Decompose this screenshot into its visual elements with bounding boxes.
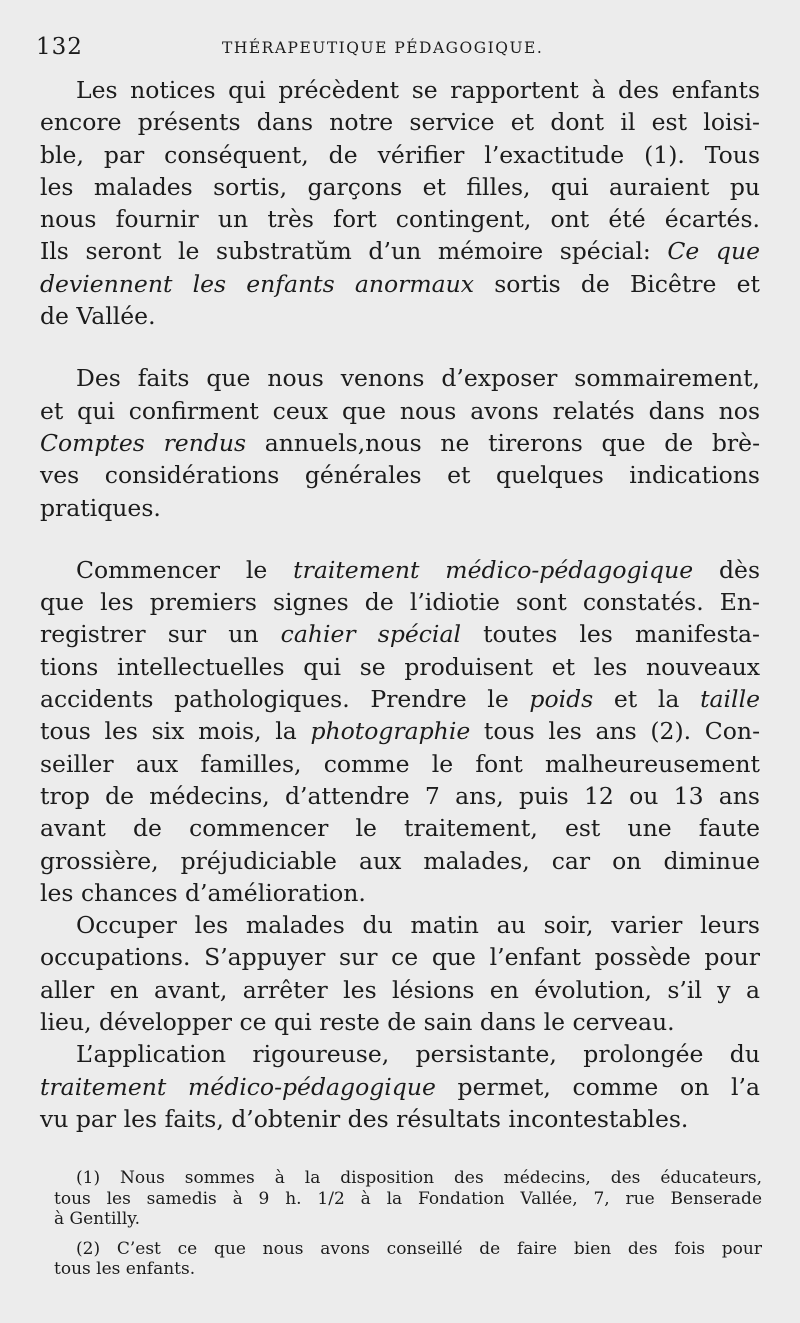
footnotes	[54, 1168, 766, 1289]
footnote-1	[54, 1168, 766, 1230]
text-line: Comptes rendus annuels,nous ne tirerons que de brè-	[40, 428, 761, 457]
text-line: occupations. S’appuyer sur ce que l’enfant possède pour	[40, 943, 760, 972]
running-title: THÉRAPEUTIQUE PÉDAGOGIQUE.	[222, 39, 544, 57]
text-line: trop de médecins, d’attendre 7 ans, puis 12 ou 13 ans	[40, 781, 760, 810]
italic-term: taille	[700, 685, 760, 714]
italic-title: Comptes rendus	[40, 428, 247, 457]
paragraph-1	[40, 74, 762, 332]
text-line: Les notices qui précèdent se rapportent à des enfants	[76, 76, 760, 104]
text-line: tous les six mois, la photographie tous les ans (2). Con-	[40, 717, 761, 746]
text-line: traitement médico-pédagogique permet, comme on l’a	[40, 1072, 760, 1101]
footnote-line: à Gentilly.	[54, 1209, 141, 1229]
text-line: vu par les faits, d’obtenir des résultats incontestables.	[40, 1104, 689, 1133]
paragraph-5	[40, 1038, 762, 1135]
text-line: encore présents dans notre service et dont il est loisi-	[40, 108, 760, 137]
paragraph-2	[40, 362, 762, 523]
text-line: pratiques.	[40, 493, 161, 522]
text-line: accidents pathologiques. Prendre le poids et la taille	[40, 685, 760, 714]
text-line: seiller aux familles, comme le font malheureusement	[40, 749, 761, 778]
italic-term: poids	[529, 685, 594, 714]
text-line: grossière, préjudiciable aux malades, car on diminue	[40, 846, 760, 875]
text-line: Ils seront le substratŭm d’un mémoire spécial: Ce que	[40, 237, 760, 266]
text-line: et qui confirment ceux que nous avons relatés dans nos	[40, 396, 761, 425]
italic-term: cahier spécial	[280, 620, 461, 649]
text-line: L’application rigoureuse, persistante, prolongée du	[76, 1040, 760, 1069]
italic-term: photographie	[310, 717, 471, 746]
text-line: lieu, développer ce qui reste de sain dans le cerveau.	[40, 1008, 675, 1037]
italic-term: traitement médico-pédagogique	[40, 1072, 436, 1101]
text-line: tions intellectuelles qui se produisent et les nouveaux	[40, 652, 760, 681]
footnote-line: (1) Nous sommes à la disposition des médecins, des éducateurs,	[76, 1168, 762, 1188]
text-line: Des faits que nous venons d’exposer sommairement,	[76, 364, 760, 393]
italic-term: traitement médico-pédagogique	[293, 555, 694, 584]
text-line: ble, par conséquent, de vérifier l’exactitude (1). Tous	[40, 140, 761, 169]
italic-title: Ce que	[667, 237, 760, 266]
text-line: Commencer le traitement médico-pédagogique dès	[76, 555, 761, 584]
body-text	[40, 74, 762, 1135]
text-line: que les premiers signes de l’idiotie sont constatés. En-	[40, 588, 760, 617]
running-head	[36, 34, 766, 64]
text-line: les chances d’amélioration.	[40, 878, 366, 907]
footnote-line: (2) C’est ce que nous avons conseillé de faire bien des fois pour	[76, 1238, 762, 1259]
text-line: nous fournir un très fort contingent, ont été écartés.	[40, 205, 760, 234]
text-line: avant de commencer le traitement, est une faute	[40, 814, 760, 843]
footnote-2	[54, 1239, 766, 1280]
page-number: 132	[36, 34, 83, 60]
footnote-line: tous les enfants.	[54, 1259, 196, 1279]
text-line: de Vallée.	[40, 302, 156, 331]
text-line: les malades sortis, garçons et filles, qui auraient pu	[40, 172, 760, 201]
text-line: ves considérations générales et quelques indications	[40, 461, 760, 490]
text-line: Occuper les malades du matin au soir, varier leurs	[76, 911, 760, 940]
footnote-line: tous les samedis à 9 h. 1/2 à la Fondation Vallée, 7, rue Benserade	[54, 1188, 763, 1209]
paragraph-3	[40, 554, 762, 909]
text-line: deviennent les enfants anormaux sortis de Bicêtre et	[40, 269, 760, 298]
text-line: registrer sur un cahier spécial toutes les manifesta-	[40, 620, 760, 649]
text-line: aller en avant, arrêter les lésions en évolution, s’il y a	[40, 975, 760, 1004]
paragraph-4	[40, 909, 762, 1038]
italic-title: deviennent les enfants anormaux	[40, 269, 475, 298]
